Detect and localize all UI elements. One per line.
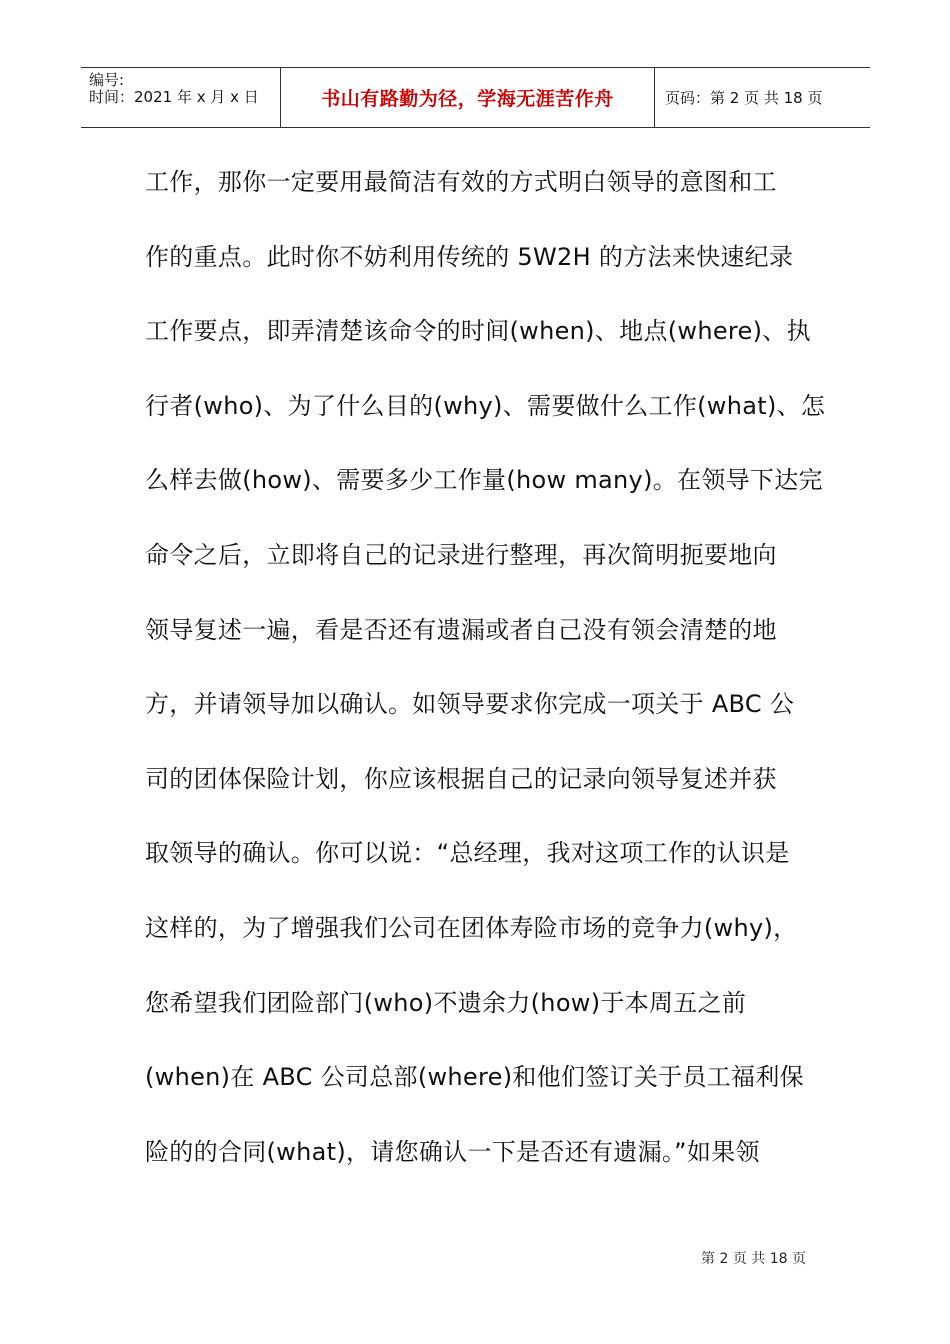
body-line: 您希望我们团险部门(who)不遗余力(how)于本周五之前 [145, 988, 747, 1017]
document-date: 时间：2021 年 x 月 x 日 [89, 88, 259, 106]
document-number-label: 编号: [89, 71, 125, 89]
header-page-info: 页码：第 2 页 共 18 页 [665, 89, 823, 107]
body-line: 作的重点。此时你不妨利用传统的 5W2H 的方法来快速纪录 [145, 242, 794, 271]
body-line: 这样的，为了增强我们公司在团体寿险市场的竞争力(why)， [145, 913, 798, 942]
header-meta [81, 68, 281, 127]
body-line: 工作要点，即弄清楚该命令的时间(when)、地点(where)、执 [145, 317, 811, 346]
page-footer: 第 2 页 共 18 页 [701, 1251, 806, 1267]
header-motto: 书山有路勤为径，学海无涯苦作舟 [281, 68, 655, 127]
body-line: 命令之后，立即将自己的记录进行整理，再次简明扼要地向 [145, 540, 777, 569]
body-line: (when)在 ABC 公司总部(where)和他们签订关于员工福利保 [145, 1063, 804, 1092]
body-line: 行者(who)、为了什么目的(why)、需要做什么工作(what)、怎 [145, 391, 826, 420]
page-header [81, 67, 870, 128]
body-line: 领导复述一遍，看是否还有遗漏或者自己没有领会清楚的地 [145, 615, 777, 644]
body-line: 取领导的确认。你可以说：“总经理，我对这项工作的认识是 [145, 839, 790, 868]
body-line: 险的的合同(what)，请您确认一下是否还有遗漏。”如果领 [145, 1137, 760, 1166]
body-line: 工作，那你一定要用最简洁有效的方式明白领导的意图和工 [145, 168, 777, 196]
document-body [145, 164, 826, 1208]
body-line: 方，并请领导加以确认。如领导要求你完成一项关于 ABC 公 [145, 690, 795, 719]
body-line: 么样去做(how)、需要多少工作量(how many)。在领导下达完 [145, 466, 823, 495]
body-line: 司的团体保险计划，你应该根据自己的记录向领导复述并获 [145, 764, 777, 793]
